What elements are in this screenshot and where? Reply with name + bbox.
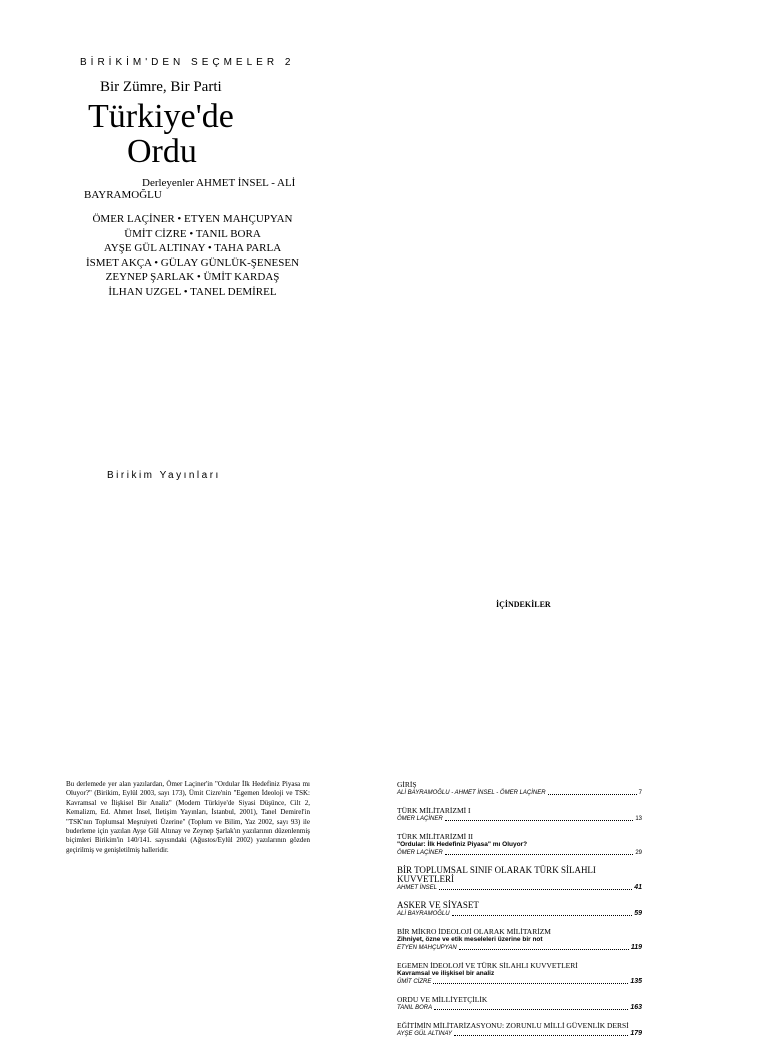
toc-entry-title: TÜRK MİLİTARİZMİ I [397,806,471,815]
toc-leader-dots [433,983,628,984]
editors-line-1: Derleyenler AHMET İNSEL - ALİ [142,177,296,189]
toc-entry-author: AHMET İNSEL [397,885,438,891]
toc-entry[interactable] [397,927,642,952]
toc-entry-title: TÜRK MİLİTARİZMİ II [397,832,474,841]
table-of-contents [397,780,642,1047]
toc-entry-page: 163 [630,1004,642,1011]
toc-leader-dots [445,854,634,855]
toc-entry[interactable] [397,866,642,892]
toc-entry-page: 29 [635,850,642,856]
toc-entry-subtitle: Kavramsal ve ilişkisel bir analiz [397,970,495,977]
toc-entry-row [397,884,642,892]
authors-list [70,212,315,300]
toc-entry[interactable] [397,806,642,823]
toc-entry-title: EGEMEN İDEOLOJİ VE TÜRK SİLAHLI KUVVETLERİ [397,961,578,970]
toc-entry[interactable] [397,995,642,1012]
toc-entry-title: ASKER VE SİYASET [397,900,479,910]
book-title-line-1: Türkiye'de [88,98,234,135]
toc-leader-dots [459,949,629,950]
toc-entry-row [397,1004,642,1012]
toc-entry[interactable] [397,961,642,986]
toc-entry-page: 7 [638,790,642,796]
toc-entry[interactable] [397,832,642,857]
toc-entry-title: EĞİTİMİN MİLİTARİZASYONU: ZORUNLU MİLLİ GÜVENLİK DERSİ [397,1021,629,1030]
toc-entry-row [397,815,642,823]
toc-entry-author: ÖMER LAÇİNER [397,850,443,856]
toc-entry-row [397,944,642,952]
toc-entry-page: 119 [630,944,642,951]
toc-entry-page: 135 [630,978,642,985]
editors-line-2: BAYRAMOĞLU [84,189,162,201]
toc-entry-row [397,789,642,797]
toc-entry-title: BİR TOPLUMSAL SINIF OLARAK TÜRK SİLAHLI KUVVETLERİ [397,865,596,884]
authors-line: ZEYNEP ŞARLAK • ÜMİT KARDAŞ [105,271,280,284]
toc-leader-dots [439,889,632,890]
toc-entry-page: 179 [630,1030,642,1037]
toc-leader-dots [548,794,637,795]
toc-entry-author: ÜMİT CİZRE [397,979,432,985]
toc-entry-author: AYŞE GÜL ALTINAY [397,1031,453,1037]
toc-entry-row [397,849,642,857]
series-label: BİRİKİM'DEN SEÇMELER 2 [80,57,295,68]
toc-entry-row [397,910,642,918]
toc-entry-author: ALİ BAYRAMOĞLU [397,911,450,917]
toc-entry-title: GİRİŞ [397,780,417,789]
toc-entry-author: TANIL BORA [397,1005,433,1011]
toc-leader-dots [454,1035,628,1036]
toc-entry[interactable] [397,780,642,797]
editors [84,177,324,201]
toc-entry-page: 41 [634,884,642,891]
toc-entry-title: BİR MİKRO İDEOLOJİ OLARAK MİLİTARİZM [397,927,551,936]
toc-entry-title: ORDU VE MİLLİYETÇİLİK [397,995,488,1004]
authors-line: İLHAN UZGEL • TANEL DEMİREL [108,285,277,298]
book-subtitle: Bir Zümre, Bir Parti [100,79,222,95]
toc-entry-page: 59 [634,910,642,917]
toc-entry[interactable] [397,901,642,918]
toc-leader-dots [445,820,634,821]
toc-entry-row [397,1030,642,1038]
toc-leader-dots [452,915,633,916]
toc-entry-subtitle: Zihniyet, özne ve etik meseleleri üzerine bir not [397,936,543,943]
authors-line: AYŞE GÜL ALTINAY • TAHA PARLA [103,242,282,255]
toc-entry-row [397,978,642,986]
source-note: Bu derlemede yer alan yazılardan, Ömer Laçiner'in "Ordular İlk Hedefiniz Piyasa mı Oluyor?" (Birikim, Eylül 2003, sayı 173), Ümit Cizre'nin "Egemen İdeoloji ve TSK: Kavramsal ve İlişkisel Bir Analiz" (Modern Türkiye'de Siyasi Düşünce, Cilt 2, Kemalizm, Ed. Ahmet İnsel, İletişim Yayınları, İstanbul, 2001), Tanel Demirel'in "TSK'nın Toplumsal Meşruiyeti Üzerine" (Toplum ve Bilim, Yaz 2002, sayı 93) ile buderleme için yazılan Ayşe Gül Altınay ve Zeynep Şarlak'ın yazılarının düzenlenmiş biçimleri Birikim'in 140/141. sayısındaki (Ağustos/Eylül 2002) yazılarının gözden geçirilmiş ve genişletilmiş halleridir. [66,780,310,854]
toc-entry-page: 13 [635,816,642,822]
toc-entry-subtitle: "Ordular: İlk Hedefiniz Piyasa" mı Oluyor? [397,841,528,848]
toc-entry-author: ETYEN MAHÇUPYAN [397,945,457,951]
toc-heading: İÇİNDEKİLER [496,600,551,609]
publisher-name: Birikim Yayınları [107,470,221,481]
toc-entry-author: ALİ BAYRAMOĞLU - AHMET İNSEL - ÖMER LAÇİNER [397,790,546,796]
book-title-line-2: Ordu [127,133,197,170]
authors-line: ÜMİT CİZRE • TANIL BORA [124,227,261,240]
authors-line: İSMET AKÇA • GÜLAY GÜNLÜK-ŞENESEN [85,256,300,269]
toc-leader-dots [434,1009,628,1010]
authors-line: ÖMER LAÇİNER • ETYEN MAHÇUPYAN [92,213,293,225]
toc-entry-author: ÖMER LAÇİNER [397,816,443,822]
